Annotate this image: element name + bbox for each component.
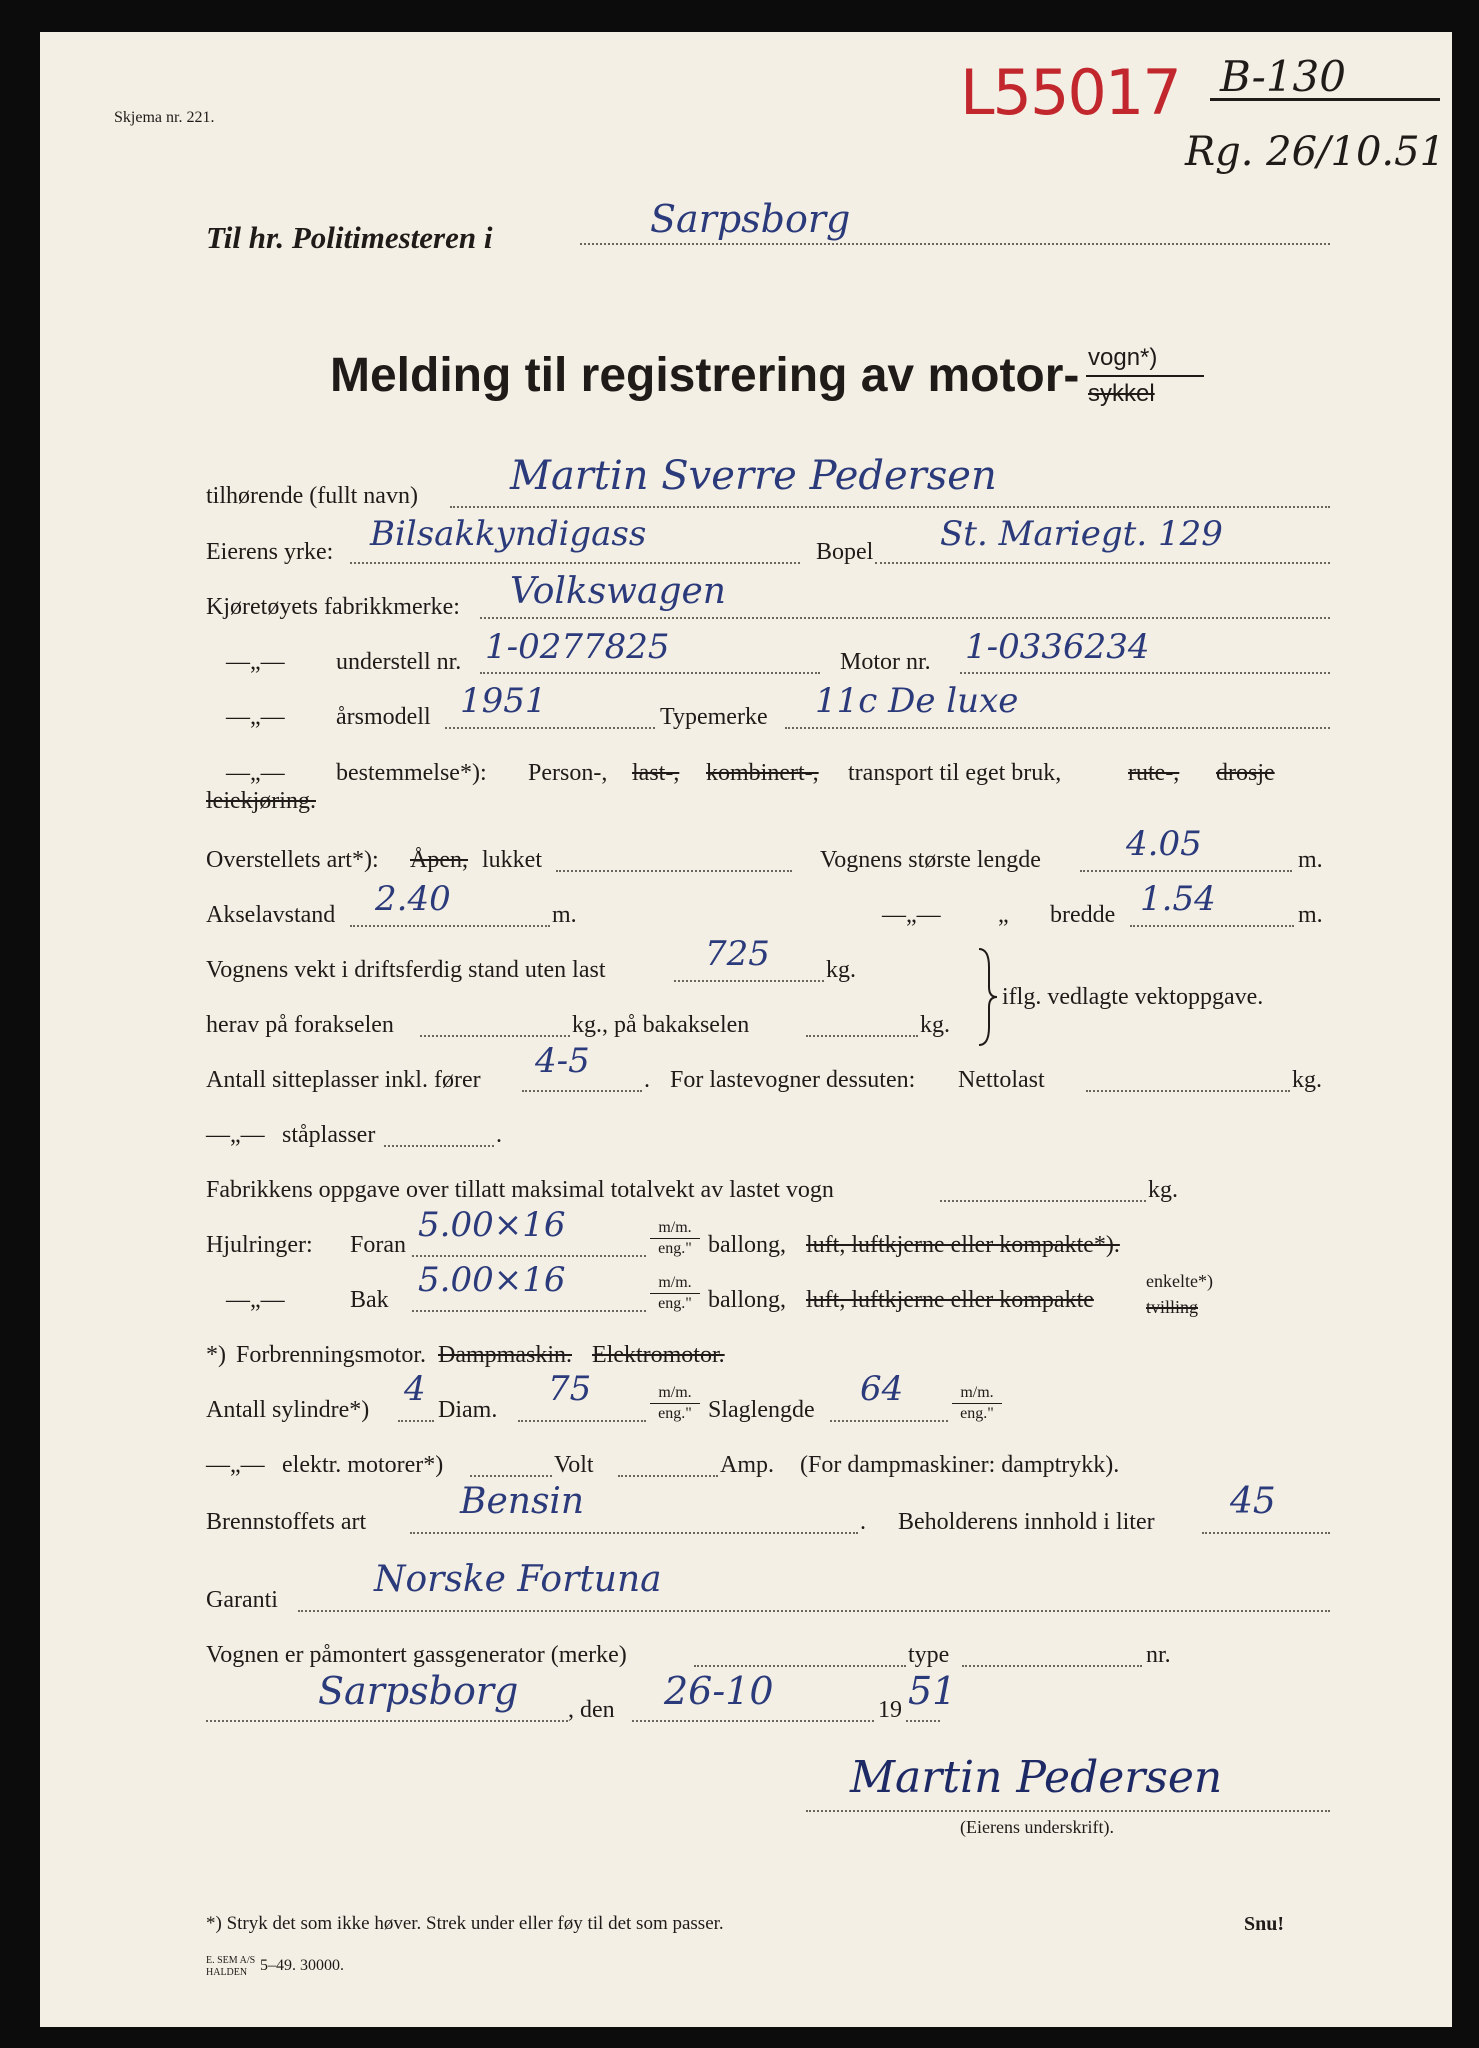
tires-front-ballong: ballong,	[708, 1232, 786, 1258]
seats-value: 4-5	[535, 1041, 590, 1081]
warranty-line	[298, 1610, 1330, 1612]
signature-label: (Eierens underskrift).	[960, 1817, 1114, 1837]
owner-line	[450, 506, 1330, 508]
purpose-transport: transport til eget bruk,	[848, 760, 1062, 786]
net-load-line	[1086, 1090, 1290, 1092]
standing-line	[384, 1145, 494, 1147]
purpose-leie: leiekjøring.	[206, 788, 316, 814]
purpose-kombinert: kombinert-,	[706, 760, 819, 786]
registration-code: L55017	[960, 56, 1180, 129]
tires-front-label: Foran	[350, 1232, 406, 1258]
net-load-label: Nettolast	[958, 1067, 1045, 1093]
max-weight-unit: kg.	[1148, 1177, 1178, 1203]
tires-tvilling: tvilling	[1146, 1297, 1199, 1317]
tires-front-unit: m/m. eng."	[650, 1220, 700, 1257]
year-value: 1951	[460, 681, 547, 721]
form-title: Melding til registrering av motor-	[330, 349, 1080, 402]
owner-signature: Martin Pedersen	[850, 1752, 1223, 1803]
footer-note: *) Stryk det som ikke høver. Strek under eller føy til det som passer.	[206, 1913, 724, 1934]
weight-label: Vognens vekt i driftsferdig stand uten last	[206, 957, 606, 983]
gas-line	[694, 1665, 906, 1667]
title-option-divider	[1086, 375, 1204, 377]
electric-line	[470, 1475, 552, 1477]
wheelbase-value: 2.40	[375, 879, 451, 919]
tires-rear-label: Bak	[350, 1287, 389, 1313]
tires-enkelte: enkelte*)	[1146, 1271, 1213, 1291]
cargo-label: For lastevogner dessuten:	[670, 1067, 916, 1093]
warranty-value: Norske Fortuna	[374, 1559, 662, 1600]
rear-axle-label: kg., på bakakselen	[572, 1012, 750, 1038]
body-type-label: Overstellets art*):	[206, 847, 379, 873]
ditto-mark: —„—	[226, 704, 285, 730]
date-line	[632, 1720, 874, 1722]
stroke-unit: m/m. eng."	[952, 1385, 1002, 1422]
engine-damp: Dampmaskin.	[438, 1342, 572, 1368]
year-line	[445, 727, 655, 729]
place-line	[206, 1720, 568, 1722]
diam-unit: m/m. eng."	[650, 1385, 700, 1422]
gas-label: Vognen er påmontert gassgenerator (merke)	[206, 1642, 627, 1668]
motor-number-value: 1-0336234	[965, 627, 1150, 667]
purpose-drosje: drosje	[1216, 760, 1275, 786]
signing-year-prefix: 19	[878, 1697, 902, 1723]
tires-rear-ballong: ballong,	[708, 1287, 786, 1313]
reg-divider	[1210, 98, 1440, 101]
weight-brace	[975, 947, 999, 1047]
tires-label: Hjulringer:	[206, 1232, 313, 1258]
weight-note: iflg. vedlagte vektoppgave.	[1002, 984, 1264, 1010]
stroke-value: 64	[860, 1369, 904, 1409]
occupation-line	[350, 562, 800, 564]
seats-line	[522, 1090, 642, 1092]
ditto-quote: „	[998, 902, 1009, 928]
owner-value: Martin Sverre Pedersen	[510, 453, 997, 499]
weight-unit: kg.	[826, 957, 856, 983]
volt-label: Volt	[554, 1452, 594, 1478]
make-line	[480, 617, 1330, 619]
signing-date: 26-10	[664, 1669, 774, 1713]
tank-value: 45	[1230, 1481, 1276, 1522]
ditto-mark: —„—	[882, 902, 941, 928]
fuel-period: .	[860, 1509, 866, 1535]
width-value: 1.54	[1140, 879, 1216, 919]
diam-label: Diam.	[438, 1397, 498, 1423]
type-line	[785, 727, 1330, 729]
cylinders-label: Antall sylindre*)	[206, 1397, 370, 1423]
address-value: St. Mariegt. 129	[940, 514, 1223, 554]
gas-nr-label: nr.	[1146, 1642, 1171, 1668]
standing-period: .	[496, 1122, 502, 1148]
signing-place: Sarpsborg	[318, 1669, 519, 1713]
cylinders-value: 4	[404, 1369, 426, 1409]
printer-city: HALDEN	[206, 1967, 248, 1978]
stroke-line	[830, 1420, 948, 1422]
amp-label: Amp.	[720, 1452, 774, 1478]
wheelbase-line	[350, 925, 550, 927]
purpose-rute: rute-,	[1128, 760, 1180, 786]
type-label: Typemerke	[660, 704, 768, 730]
print-info: 5–49. 30000.	[260, 1957, 344, 1974]
tank-line	[1202, 1532, 1330, 1534]
cylinders-line	[398, 1420, 434, 1422]
length-label: Vognens største lengde	[820, 847, 1041, 873]
steam-note: (For dampmaskiner: damptrykk).	[800, 1452, 1120, 1478]
owner-label: tilhørende (fullt navn)	[206, 483, 418, 509]
tires-front-luft: luft, luftkjerne eller kompakte*).	[806, 1232, 1120, 1258]
chassis-value: 1-0277825	[485, 627, 670, 667]
fuel-label: Brennstoffets art	[206, 1509, 367, 1535]
engine-forbrenning: Forbrenningsmotor.	[236, 1342, 426, 1368]
motor-number-label: Motor nr.	[840, 649, 931, 675]
fuel-value: Bensin	[460, 1481, 585, 1522]
gas-type-line	[962, 1665, 1142, 1667]
max-weight-label: Fabrikkens oppgave over tillatt maksimal totalvekt av lastet vogn	[206, 1177, 834, 1203]
signing-den: , den	[568, 1697, 615, 1723]
ditto-mark: —„—	[226, 1287, 285, 1313]
volt-line	[618, 1475, 718, 1477]
body-type-line	[556, 870, 792, 872]
ditto-mark: —„—	[226, 760, 285, 786]
length-line	[1080, 870, 1292, 872]
address-label: Bopel	[816, 539, 874, 565]
registration-date: Rg. 26/10.51	[1185, 129, 1446, 175]
rear-axle-line	[806, 1035, 918, 1037]
chassis-label: understell nr.	[336, 649, 462, 675]
title-option-sykkel: sykkel	[1088, 380, 1155, 407]
purpose-last: last-,	[632, 760, 680, 786]
engine-star: *)	[206, 1342, 226, 1368]
signing-year: 51	[908, 1669, 957, 1713]
rear-axle-unit: kg.	[920, 1012, 950, 1038]
chassis-line	[480, 672, 820, 674]
ditto-mark: —„—	[206, 1122, 265, 1148]
addressee-label: Til hr. Politimesteren i	[206, 220, 493, 255]
ditto-mark: —„—	[226, 649, 285, 675]
weight-line	[674, 980, 824, 982]
tires-front-value: 5.00×16	[418, 1205, 566, 1245]
tank-label: Beholderens innhold i liter	[898, 1509, 1155, 1535]
registration-form	[40, 32, 1452, 2027]
wheelbase-unit: m.	[552, 902, 577, 928]
occupation-value: Bilsakkyndigass	[370, 514, 647, 554]
schema-number: Skjema nr. 221.	[114, 109, 215, 126]
gas-type-label: type	[908, 1642, 950, 1668]
tires-front-line	[412, 1255, 646, 1257]
length-value: 4.05	[1126, 824, 1202, 864]
type-value: 11c De luxe	[815, 681, 1019, 721]
warranty-label: Garanti	[206, 1587, 278, 1613]
tires-rear-luft: luft, luftkjerne eller kompakte	[806, 1287, 1094, 1313]
standing-label: ståplasser	[282, 1122, 376, 1148]
tires-rear-value: 5.00×16	[418, 1260, 566, 1300]
tires-rear-unit: m/m. eng."	[650, 1275, 700, 1312]
signature-line	[806, 1810, 1330, 1812]
occupation-label: Eierens yrke:	[206, 539, 334, 565]
width-line	[1130, 925, 1294, 927]
addressee-value: Sarpsborg	[650, 197, 851, 241]
printer-name: E. SEM A/S	[206, 1955, 256, 1966]
body-type-closed: lukket	[482, 847, 542, 873]
year-line	[906, 1720, 940, 1722]
address-line	[875, 562, 1330, 564]
width-label: bredde	[1050, 902, 1116, 928]
purpose-label: bestemmelse*):	[336, 760, 487, 786]
electric-label: elektr. motorer*)	[282, 1452, 444, 1478]
seats-period: .	[644, 1067, 650, 1093]
length-unit: m.	[1298, 847, 1323, 873]
engine-elektro: Elektromotor.	[592, 1342, 725, 1368]
width-unit: m.	[1298, 902, 1323, 928]
net-load-unit: kg.	[1292, 1067, 1322, 1093]
diam-line	[518, 1420, 646, 1422]
body-type-open: Åpen,	[410, 847, 468, 873]
max-weight-line	[940, 1200, 1146, 1202]
fuel-line	[410, 1532, 858, 1534]
tires-rear-line	[412, 1310, 646, 1312]
registration-b-number: B-130	[1220, 52, 1346, 101]
make-label: Kjøretøyets fabrikkmerke:	[206, 594, 460, 620]
stroke-label: Slaglengde	[708, 1397, 815, 1423]
front-axle-label: herav på forakselen	[206, 1012, 394, 1038]
title-option-vogn: vogn*)	[1088, 344, 1158, 371]
front-axle-line	[420, 1035, 570, 1037]
motor-number-line	[960, 672, 1330, 674]
make-value: Volkswagen	[510, 571, 726, 612]
diam-value: 75	[548, 1369, 592, 1409]
seats-label: Antall sitteplasser inkl. fører	[206, 1067, 481, 1093]
addressee-line	[580, 243, 1330, 245]
wheelbase-label: Akselavstand	[206, 902, 336, 928]
weight-value: 725	[705, 934, 770, 974]
footer-snu: Snu!	[1244, 1913, 1285, 1935]
year-label: årsmodell	[336, 704, 431, 730]
purpose-person: Person-,	[528, 760, 608, 786]
ditto-mark: —„—	[206, 1452, 265, 1478]
